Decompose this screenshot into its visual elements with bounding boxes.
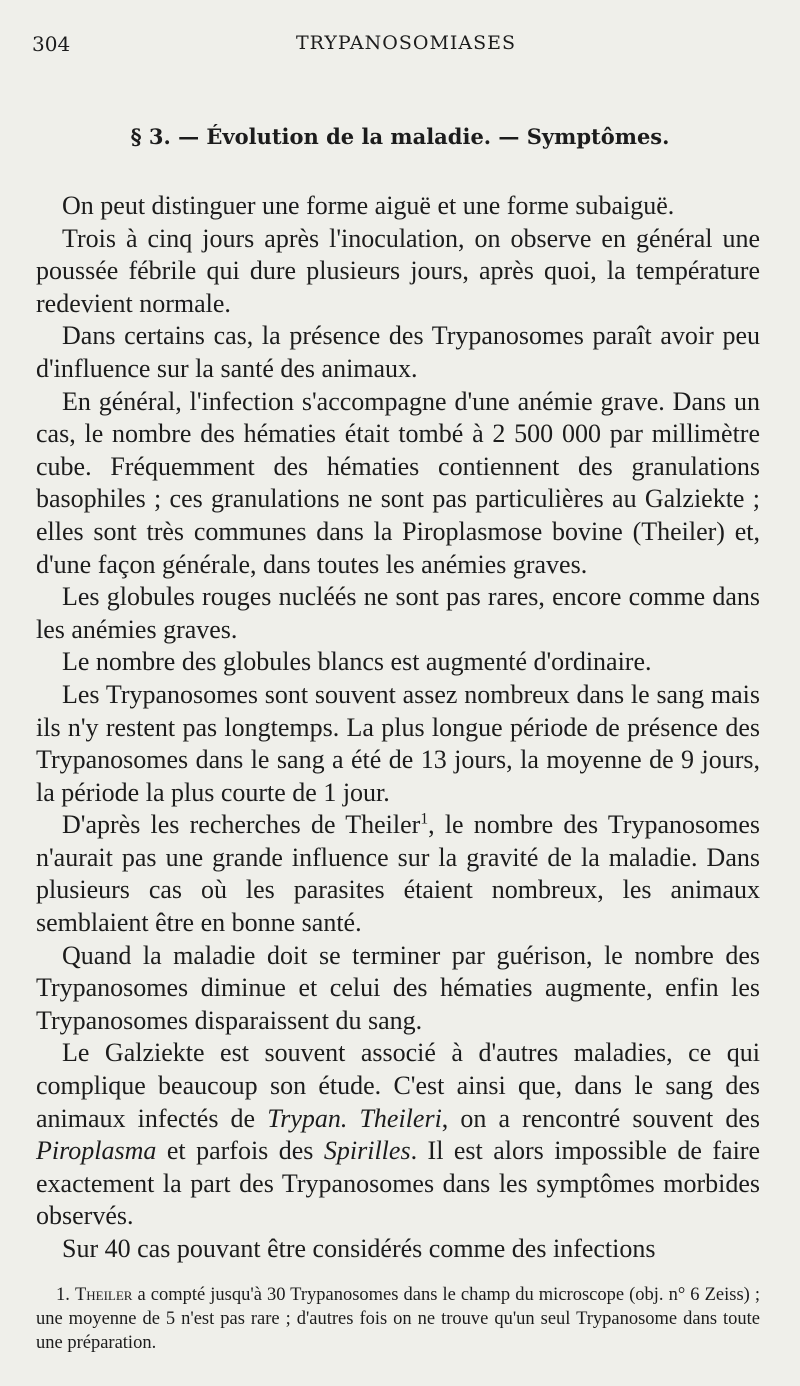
- italic-term: Piroplasma: [36, 1136, 157, 1166]
- paragraph-text: , on a rencontré souvent des: [441, 1103, 760, 1133]
- section-heading: § 3. — Évolution de la maladie. — Symptômes.: [130, 124, 670, 149]
- page-header: [32, 32, 780, 62]
- paragraph: On peut distinguer une forme aiguë et une forme subaiguë.: [62, 191, 675, 220]
- footnote-reference: 1: [420, 810, 429, 828]
- footnote-marker: 1.: [56, 1285, 70, 1305]
- paragraph-text: Le Galziekte est souvent associé à d'autres maladies, ce qui complique beaucoup son étude. C'est ainsi que, dans le sang des animaux infectés de: [36, 1038, 760, 1133]
- paragraph: Sur 40 cas pouvant être considérés comme des infections: [62, 1234, 656, 1263]
- paragraph: Les globules rouges nucléés ne sont pas rares, encore comme dans les anémies graves.: [36, 582, 760, 644]
- page-number: 304: [32, 32, 71, 56]
- italic-term: Trypan. Theileri: [267, 1103, 442, 1133]
- paragraph-text: , le nombre des Trypanosomes n'aurait pas une grande influence sur la gravité de la maladie. Dans plusieurs cas où les parasites étaient nombreux, les animaux semblaient être en bonne santé.: [36, 810, 760, 938]
- paragraph-text: et parfois des: [156, 1136, 324, 1166]
- footnote-text: a compté jusqu'à 30 Trypanosomes dans le champ du microscope (obj. n° 6 Zeiss) ; une moyenne de 5 n'est pas rare ; d'autres fois on ne trouve qu'un seul Trypanosome dans toute une préparation.: [36, 1285, 761, 1353]
- italic-term: Spirilles: [323, 1136, 411, 1166]
- paragraph: [36, 1037, 760, 1233]
- footnote: [36, 1283, 760, 1355]
- footnotes: [36, 1283, 760, 1355]
- paragraph: [36, 809, 760, 939]
- running-title: TRYPANOSOMIASES: [295, 32, 517, 54]
- paragraph: En général, l'infection s'accompagne d'une anémie grave. Dans un cas, le nombre des hématies était tombé à 2 500 000 par millimètre cube. Fréquemment des hématies contiennent des granulations basophiles ; ces granulations ne sont pas particulières au Galziekte ; elles sont très communes dans la Piroplasmose bovine (Theiler) et, d'une façon générale, dans toutes les anémies graves.: [36, 386, 760, 579]
- paragraph: Le nombre des globules blancs est augmenté d'ordinaire.: [62, 647, 652, 677]
- body-text: [36, 190, 760, 1266]
- paragraph-text: . Il est alors impossible de faire exactement la part des Trypanosomes dans les symptômes morbides observés.: [36, 1136, 761, 1231]
- paragraph-text: D'après les recherches de Theiler: [62, 810, 421, 840]
- paragraph: Trois à cinq jours après l'inoculation, on observe en général une poussée fébrile qui dure plusieurs jours, après quoi, la température redevient normale.: [36, 223, 760, 318]
- footnote-author: Theiler: [74, 1285, 133, 1305]
- paragraph: Les Trypanosomes sont souvent assez nombreux dans le sang mais ils n'y restent pas longtemps. La plus longue période de présence des Trypanosomes dans le sang a été de 13 jours, la moyenne de 9 jours, la période la plus courte de 1 jour.: [36, 679, 760, 807]
- paragraph: Quand la maladie doit se terminer par guérison, le nombre des Trypanosomes diminue et celui des hématies augmente, enfin les Trypanosomes disparaissent du sang.: [36, 940, 760, 1035]
- paragraph: Dans certains cas, la présence des Trypanosomes paraît avoir peu d'influence sur la santé des animaux.: [36, 321, 760, 383]
